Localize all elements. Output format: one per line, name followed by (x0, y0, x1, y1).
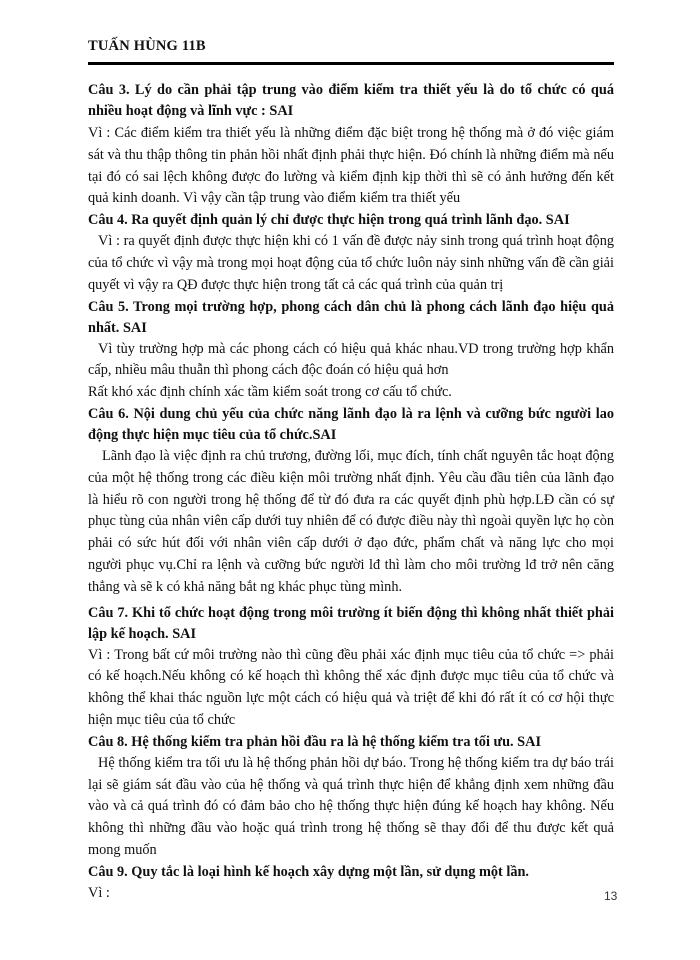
answer-8: Hệ thống kiểm tra tối ưu là hệ thống phản hồi dự báo. Trong hệ thống kiểm tra dự báo trái lại sẽ giám sát đầu vào của hệ thống và quá trình thực hiện để khẳng định xem những đầu vào và cả quá trình đó có đảm bảo cho hệ thống thực hiện đúng kế hoạch hay không. Nếu không thì những đầu vào hoặc quá trình trong hệ thống sẽ thay đổi để thu được kết quả mong muốn (88, 754, 614, 858)
answer-7: Vì : Trong bất cứ môi trường nào thì cũng đều phải xác định mục tiêu của tổ chức => phải có kế hoạch.Nếu không có kế hoạch thì không thể xác định được mục tiêu của tổ chức và không thể khai thác nguồn lực một cách có hiệu quả và triệt để khi đó rất ít có cơ hội thực hiện mục tiêu của tổ chức (88, 646, 614, 728)
answer-9: Vì : (88, 884, 110, 901)
question-9: Câu 9. Quy tắc là loại hình kế hoạch xây dựng một lần, sử dụng một lần. (88, 863, 529, 880)
answer-3: Vì : Các điểm kiểm tra thiết yếu là những điểm đặc biệt trong hệ thống mà ở đó việc giám sát và thu thập thông tin phản hồi nhất định phải thực hiện. Đó chính là những điểm mà nếu tại đó có sai lệch không được đo lường và kiểm định kịp thời thì sẽ có ảnh hưởng đến kết quả kinh doanh. Vì vậy cần tập trung vào điểm kiểm tra thiết yếu (88, 125, 614, 207)
answer-5: Vì tùy trường hợp mà các phong cách có hiệu quả khác nhau.VD trong trường hợp khẩn cấp, nhiều mâu thuẫn thì phong cách độc đoán có hiệu quả hơn (88, 340, 614, 379)
page-header: TUẤN HÙNG 11B (88, 38, 206, 54)
answer-6: Lãnh đạo là việc định ra chủ trương, đường lối, mục đích, tính chất nguyên tắc hoạt động của một hệ thống trong các điều kiện môi trường nhất định. Yêu cầu đầu tiên của lãnh đạo là hiểu rõ con người trong hệ thống để từ đó đưa ra các quyết định phù hợp.LĐ cần có sự phục tùng của nhân viên cấp dưới tuy nhiên để có được điều này thì ngoài quyền lực họ còn phải có sức hút đối với nhân viên cấp dưới ở đạo đức, phẩm chất và năng lực cho mọi người phục vụ.Chỉ ra lệnh và cưỡng bức người lđ thì làm cho môi trường lđ trở nên căng thẳng và sẽ k có khả năng bắt ng khác phục tùng mình. (88, 447, 614, 595)
answer-4: Vì : ra quyết định được thực hiện khi có 1 vấn đề được nảy sinh trong quá trình hoạt động của tổ chức vì vậy mà trong mọi hoạt động của tổ chức luôn nảy sinh những vấn đề cần giải quyết vì vậy ra QĐ được thực hiện trong tất cả các quá trình của quản trị (88, 233, 614, 293)
question-7: Câu 7. Khi tổ chức hoạt động trong môi trường ít biến động thì không nhất thiết phải lập kế hoạch. SAI (88, 604, 614, 642)
question-4: Câu 4. Ra quyết định quản lý chỉ được thực hiện trong quá trình lãnh đạo. SAI (88, 212, 570, 229)
page-number: 13 (604, 889, 618, 903)
answer-5-extra: Rất khó xác định chính xác tầm kiểm soát trong cơ cấu tổ chức. (88, 384, 452, 401)
header-rule (88, 62, 614, 65)
question-3: Câu 3. Lý do cần phải tập trung vào điểm kiểm tra thiết yếu là do tổ chức có quá nhiều hoạt động và lĩnh vực : SAI (88, 82, 614, 119)
question-8: Câu 8. Hệ thống kiểm tra phản hồi đầu ra là hệ thống kiểm tra tối ưu. SAI (88, 733, 542, 750)
question-5: Câu 5. Trong mọi trường hợp, phong cách dân chủ là phong cách lãnh đạo hiệu quả nhất. SAI (88, 298, 614, 336)
document-body (88, 80, 614, 905)
question-6: Câu 6. Nội dung chủ yếu của chức năng lãnh đạo là ra lệnh và cưỡng bức người lao động thực hiện mục tiêu của tổ chức.SAI (88, 405, 614, 443)
